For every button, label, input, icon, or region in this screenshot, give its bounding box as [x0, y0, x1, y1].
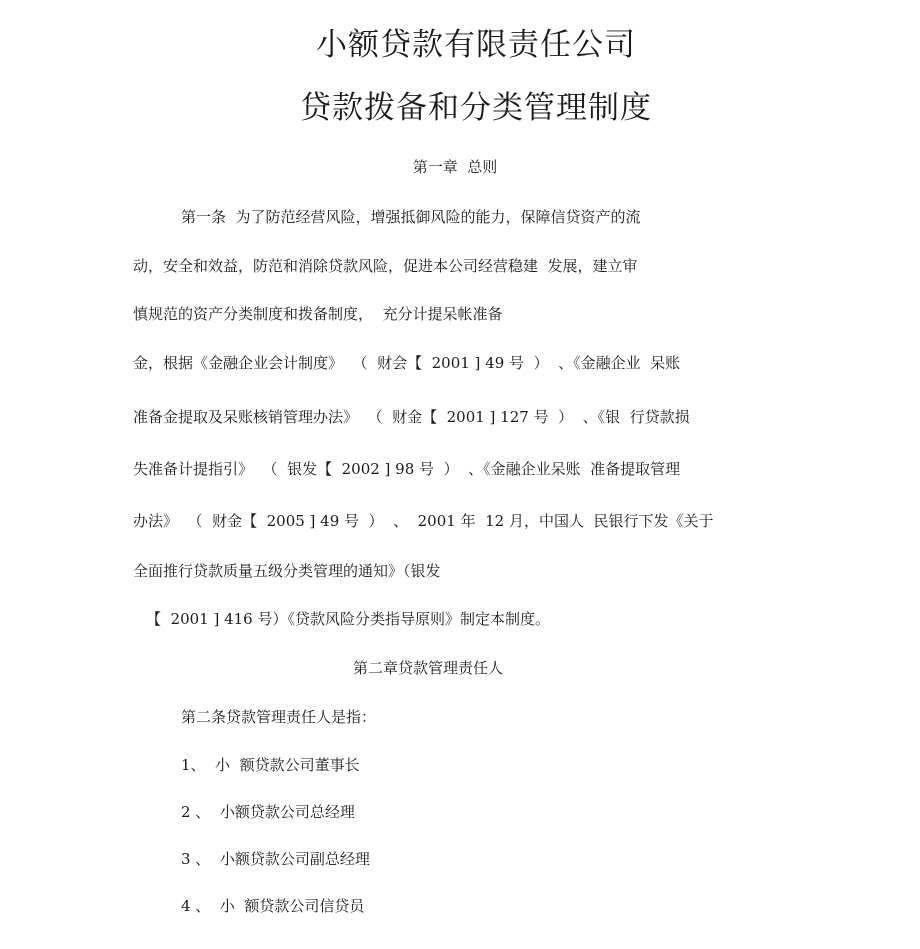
- article2-intro: 第二条贷款管理责任人是指：: [181, 708, 377, 726]
- document-title-line2: 贷款拨备和分类管理制度: [300, 90, 652, 126]
- responsible-person-item: 2 、 小额贷款公司总经理: [181, 803, 355, 821]
- responsible-person-item: 1、 小 额贷款公司董事长: [181, 756, 360, 774]
- article1-line: 第一条 为了防范经营风险，增强抵御风险的能力，保障信贷资产的流: [181, 208, 641, 226]
- article1-line: 慎规范的资产分类制度和拨备制度， 充分计提呆帐准备: [133, 305, 503, 323]
- article1-line: 准备金提取及呆账核销管理办法》 （ 财金【 2001 ] 127 号 ） 、《银 行贷款损: [133, 408, 690, 426]
- responsible-person-item: 3 、 小额贷款公司副总经理: [181, 850, 370, 868]
- article1-line: 失准备计提指引》 （ 银发【 2002 ] 98 号 ） 、《金融企业呆账 准备提取管理: [133, 460, 681, 478]
- article1-line: 办法》 （ 财金【 2005 ] 49 号 ） 、 2001 年 12 月，中国人 民银行下发《关于: [133, 512, 714, 530]
- article1-line: 动，安全和效益，防范和消除贷款风险，促进本公司经营稳建 发展，建立审: [133, 257, 638, 275]
- article1-line: 金，根据《金融企业会计制度》 （ 财会【 2001 ] 49 号 ） 、《金融企业 呆账: [133, 354, 681, 372]
- article1-line: 全面推行贷款质量五级分类管理的通知》（银发: [133, 562, 441, 580]
- article1-line: 【 2001 ] 416 号）《贷款风险分类指导原则》制定本制度。: [146, 610, 550, 628]
- document-title-line1: 小额贷款有限责任公司: [316, 27, 636, 63]
- responsible-person-item: 4 、 小 额贷款公司信贷员: [181, 897, 365, 915]
- chapter1-heading: 第一章 总则: [412, 158, 498, 176]
- chapter2-heading: 第二章贷款管理责任人: [352, 659, 503, 677]
